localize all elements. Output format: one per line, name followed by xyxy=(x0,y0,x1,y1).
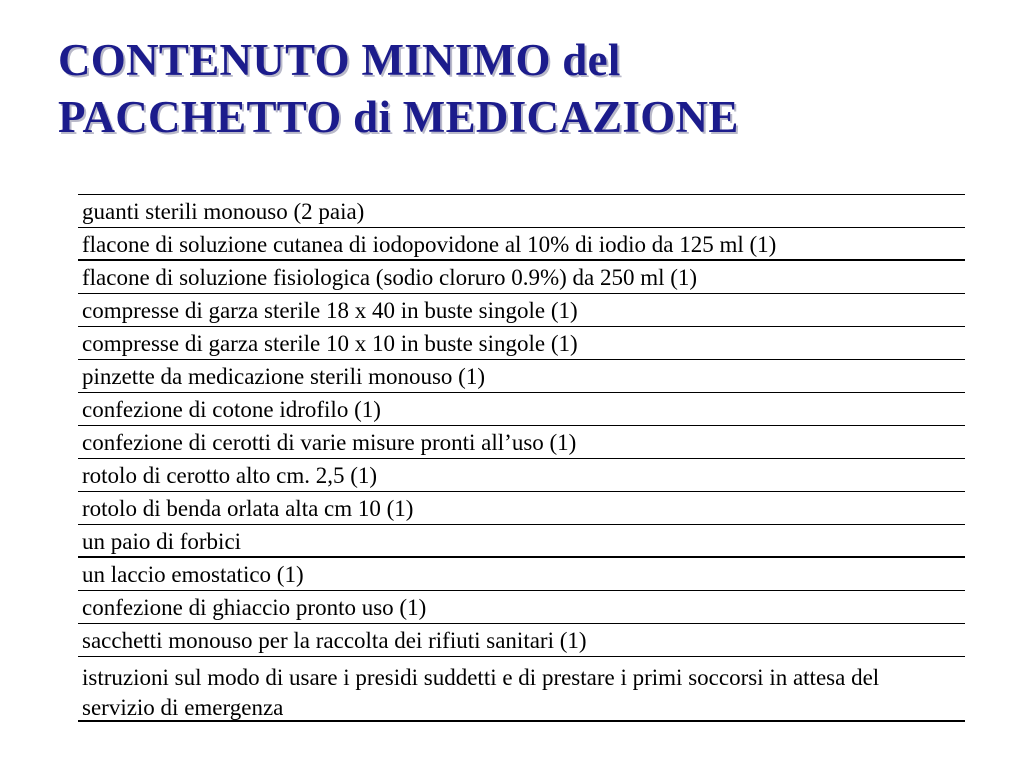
list-item: guanti sterili monouso (2 paia) xyxy=(78,195,965,228)
title-line-1: CONTENUTO MINIMO del xyxy=(58,35,621,85)
list-item: flacone di soluzione fisiologica (sodio cloruro 0.9%) da 250 ml (1) xyxy=(78,261,965,294)
list-item: un paio di forbici xyxy=(78,525,965,558)
list-item: compresse di garza sterile 18 x 40 in buste singole (1) xyxy=(78,294,965,327)
title-line-2: PACCHETTO di MEDICAZIONE xyxy=(58,92,739,142)
list-item: rotolo di benda orlata alta cm 10 (1) xyxy=(78,492,965,525)
list-item: rotolo di cerotto alto cm. 2,5 (1) xyxy=(78,459,965,492)
list-item: confezione di cotone idrofilo (1) xyxy=(78,393,965,426)
list-item: un laccio emostatico (1) xyxy=(78,558,965,591)
list-item: istruzioni sul modo di usare i presidi suddetti e di prestare i primi soccorsi in attesa del servizio di emergenza xyxy=(78,657,965,722)
kit-contents-list xyxy=(78,194,965,722)
list-item: confezione di ghiaccio pronto uso (1) xyxy=(78,591,965,624)
list-item: flacone di soluzione cutanea di iodopovidone al 10% di iodio da 125 ml (1) xyxy=(78,228,965,261)
list-item: compresse di garza sterile 10 x 10 in buste singole (1) xyxy=(78,327,965,360)
page-title xyxy=(58,32,739,146)
list-item: confezione di cerotti di varie misure pronti all’uso (1) xyxy=(78,426,965,459)
list-item: sacchetti monouso per la raccolta dei rifiuti sanitari (1) xyxy=(78,624,965,657)
list-item: pinzette da medicazione sterili monouso (1) xyxy=(78,360,965,393)
